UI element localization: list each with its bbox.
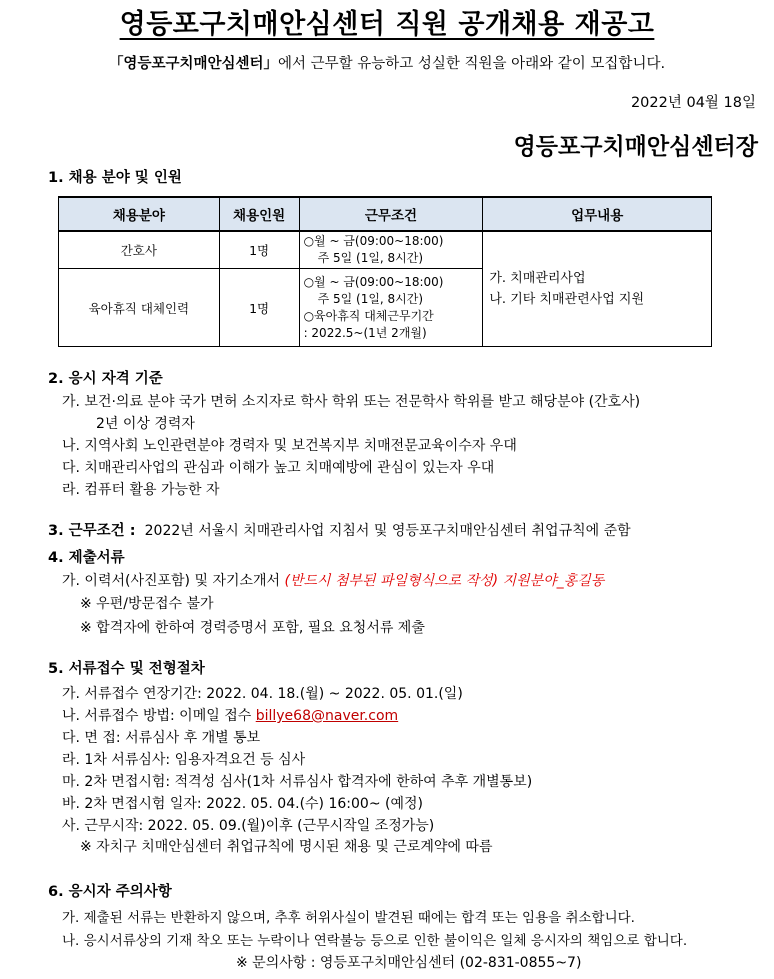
qualification-item: 다. 치매관리사업의 관심과 이해가 높고 치매예방에 관심이 있는자 우대 [62,460,495,476]
document-item [62,570,604,590]
section2-heading: 2. 응시 자격 기준 [48,371,163,387]
procedure-item [62,705,398,725]
procedure-item: 사. 근무시작: 2022. 05. 09.(월)이후 (근무시작일 조정가능) [62,818,435,834]
subtitle-org: 「영등포구치매안심센터」 [108,56,279,72]
procedure-item: 라. 1차 서류심사: 임용자격요건 등 심사 [62,752,306,768]
row1-field: 간호사 [59,231,220,269]
header-condition: 근무조건 [299,197,483,231]
qualification-item: 2년 이상 경력자 [96,416,195,432]
header-count: 채용인원 [219,197,299,231]
duty-line1: 가. 치매관리사업 [489,271,586,286]
row1-cond-line1: ○월 ~ 금(09:00~18:00) [303,234,444,248]
row2-field: 육아휴직 대체인력 [59,269,220,347]
section4-heading: 4. 제출서류 [48,550,125,566]
section5-heading: 5. 서류접수 및 전형절차 [48,661,205,677]
section1-heading: 1. 채용 분야 및 인원 [48,170,182,186]
row1-cond-line2: 주 5일 (1일, 8시간) [317,251,424,265]
announcement-date: 2022년 04월 18일 [630,95,756,111]
document-note: ※ 우편/방문접수 불가 [80,596,214,612]
qualification-item: 라. 컴퓨터 활용 가능한 자 [62,482,220,498]
section3-text: 2022년 서울시 치매관리사업 지침서 및 영등포구치매안심센터 취업규칙에 준함 [144,523,631,539]
subtitle-text: 에서 근무할 유능하고 성실한 직원을 아래와 같이 모집합니다. [278,56,666,72]
email-link[interactable]: billye68@naver.com [255,708,399,724]
row2-condition [299,269,483,347]
row1-condition [299,231,483,269]
duty-line2: 나. 기타 치매관련사업 지원 [489,292,645,307]
subtitle [0,52,774,73]
qualification-item: 나. 지역사회 노인관련분야 경력자 및 보건복지부 치매전문교육이수자 우대 [62,438,517,454]
procedure-note: ※ 자치구 치매안심센터 취업규칙에 명시된 채용 및 근로계약에 따름 [80,839,493,855]
procedure-item-text: 나. 서류접수 방법: 이메일 접수 [62,708,252,724]
row2-cond-line3: ○육아휴직 대체근무기간 [303,308,434,323]
section3-heading: 3. 근무조건 : [48,523,136,539]
page-title: 영등포구치매안심센터 직원 공개채용 재공고 [119,9,655,40]
procedure-item: 마. 2차 면접시험: 적격성 심사(1차 서류심사 합격자에 한하여 추후 개별통보) [62,774,533,790]
row2-cond-line1: ○월 ~ 금(09:00~18:00) [303,274,444,289]
header-duty: 업무내용 [483,197,712,231]
table-row [59,231,712,269]
row2-cond-line2: 주 5일 (1일, 8시간) [317,291,424,306]
row2-count: 1명 [219,269,299,347]
section6-heading: 6. 응시자 주의사항 [48,884,172,900]
caution-item: 가. 제출된 서류는 반환하지 않으며, 추후 허위사실이 발견된 때에는 합격 또는 임용을 취소합니다. [62,910,635,926]
procedure-item: 다. 면 접: 서류심사 후 개별 통보 [62,730,261,746]
organization-head: 영등포구치매안심센터장 [513,134,758,160]
document-item-text: 가. 이력서(사진포함) 및 자기소개서 [62,573,281,589]
procedure-item: 바. 2차 면접시험 일자: 2022. 05. 04.(수) 16:00~ (예정) [62,796,423,812]
row1-count: 1명 [219,231,299,269]
caution-item: 나. 응시서류상의 기재 착오 또는 누락이나 연락불능 등으로 인한 불이익은 일체 응시자의 책임으로 합니다. [62,933,688,949]
document-item-emphasis: (반드시 첨부된 파일형식으로 작성) 지원분야_홍길동 [284,573,605,589]
table-header-row [59,197,712,231]
contact-info: ※ 문의사항 : 영등포구치매안심센터 (02-831-0855~7) [236,955,582,971]
duty-cell [483,231,712,347]
header-field: 채용분야 [59,197,220,231]
recruitment-table [58,196,712,347]
row2-cond-line4: : 2022.5~(1년 2개월) [303,325,427,340]
section3 [48,519,631,540]
qualification-item: 가. 보건·의료 분야 국가 면허 소지자로 학사 학위 또는 전문학사 학위를 받고 해당분야 (간호사) [62,394,641,410]
procedure-item: 가. 서류접수 연장기간: 2022. 04. 18.(월) ~ 2022. 05. 01.(일) [62,686,463,702]
document-note: ※ 합격자에 한하여 경력증명서 포함, 필요 요청서류 제출 [80,620,425,636]
